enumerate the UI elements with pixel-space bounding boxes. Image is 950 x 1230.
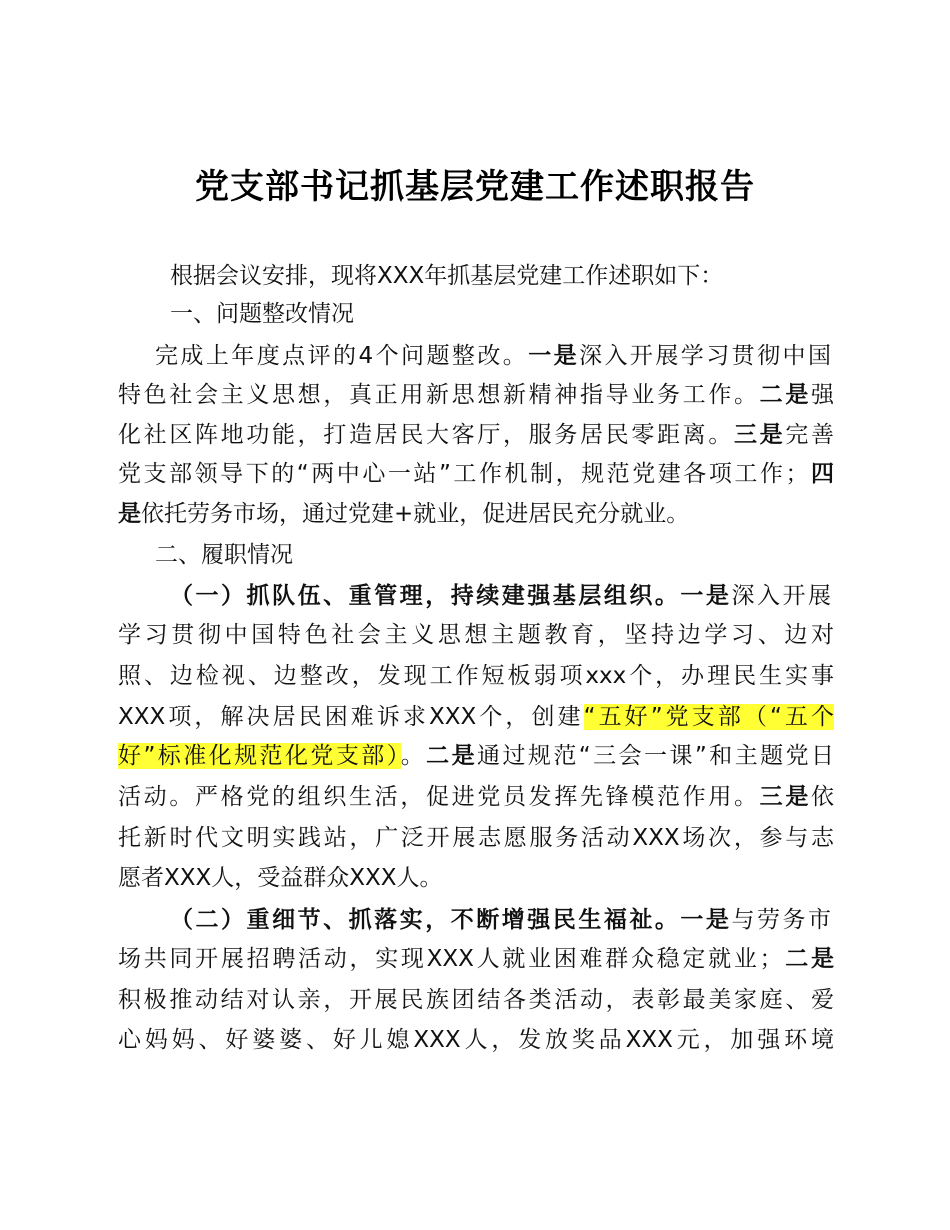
text-run: 完成上年度点评的4个问题整改。 <box>155 343 529 369</box>
section1-line-3 <box>118 417 834 453</box>
section1-line-1 <box>155 338 831 374</box>
emphasis-run: 一是 <box>528 343 580 369</box>
text-run: 与劳务市 <box>731 907 832 933</box>
text-run: 深入开展 <box>731 583 832 609</box>
sub1-line-4 <box>118 699 834 735</box>
sub1-line-6 <box>118 779 834 815</box>
sub2-line-1 <box>170 902 831 938</box>
emphasis-run: 三是 <box>734 422 786 448</box>
sub1-line-5 <box>118 738 834 774</box>
document-title: 党支部书记抓基层党建工作述职报告 <box>195 167 755 207</box>
sub1-line-2: 学习贯彻中国特色社会主义思想主题教育，坚持边学习、边对 <box>118 622 834 648</box>
section2-heading: 二、履职情况 <box>155 542 293 568</box>
text-run: 深入开展学习贯彻中国 <box>579 343 831 369</box>
text-run: 依托劳务市场，通过党建+就业，促进居民充分就业。 <box>141 501 690 527</box>
emphasis-run: 二是 <box>426 743 478 769</box>
sub2-line-4: 心妈妈、好婆婆、好儿媳XXX人，发放奖品XXX元，加强环境 <box>118 1027 834 1053</box>
text-run: 特色社会主义思想，真正用新思想新精神指导业务工作。 <box>118 382 760 408</box>
emphasis-run: 三是 <box>759 784 812 810</box>
text-run: 强 <box>811 382 835 408</box>
sub1-line-3: 照、边检视、边整改，发现工作短板弱项xxx个，办理民生实事 <box>118 663 834 689</box>
text-run: 党支部领导下的“两中心一站”工作机制，规范党建各项工作； <box>118 461 809 487</box>
subsection-title: （二）重细节、抓落实，不断增强民生福祉。 <box>170 906 681 933</box>
emphasis-run: 二是 <box>782 946 835 972</box>
text-run: 。 <box>400 743 427 769</box>
text-run: 依 <box>811 784 835 810</box>
emphasis-run: 一是 <box>680 907 732 933</box>
highlighted-text: 好”标准化规范化党支部） <box>118 743 401 769</box>
highlighted-text: “五好”党支部（“五个 <box>583 704 834 730</box>
intro-paragraph: 根据会议安排，现将XXX年抓基层党建工作述职如下： <box>170 263 724 289</box>
emphasis-run: 一是 <box>680 583 732 609</box>
sub1-line-1 <box>170 578 831 614</box>
text-run: 场共同开展招聘活动，实现XXX人就业困难群众稳定就业； <box>118 946 783 972</box>
emphasis-run: 是 <box>118 501 141 527</box>
sub1-line-8: 愿者XXX人，受益群众XXX人。 <box>118 865 443 891</box>
section1-line-2 <box>118 377 834 413</box>
text-run: 活动。严格党的组织生活，促进党员发挥先锋模范作用。 <box>118 784 760 810</box>
section1-line-5 <box>118 496 834 532</box>
sub2-line-3: 积极推动结对认亲，开展民族团结各类活动，表彰最美家庭、爱 <box>118 987 834 1013</box>
section1-heading: 一、问题整改情况 <box>170 301 354 327</box>
text-run: 通过规范“三会一课”和主题党日 <box>477 743 835 769</box>
text-run: XXX项，解决居民困难诉求XXX个，创建 <box>118 704 584 730</box>
text-run: 化社区阵地功能，打造居民大客厅，服务居民零距离。 <box>118 422 734 448</box>
subsection-title: （一）抓队伍、重管理，持续建强基层组织。 <box>170 582 681 609</box>
emphasis-run: 四 <box>808 461 834 487</box>
text-run: 完善 <box>785 422 835 448</box>
sub2-line-2 <box>118 941 834 977</box>
sub1-line-7: 托新时代文明实践站，广泛开展志愿服务活动XXX场次，参与志 <box>118 825 834 851</box>
emphasis-run: 二是 <box>759 382 812 408</box>
section1-line-4 <box>118 456 834 492</box>
